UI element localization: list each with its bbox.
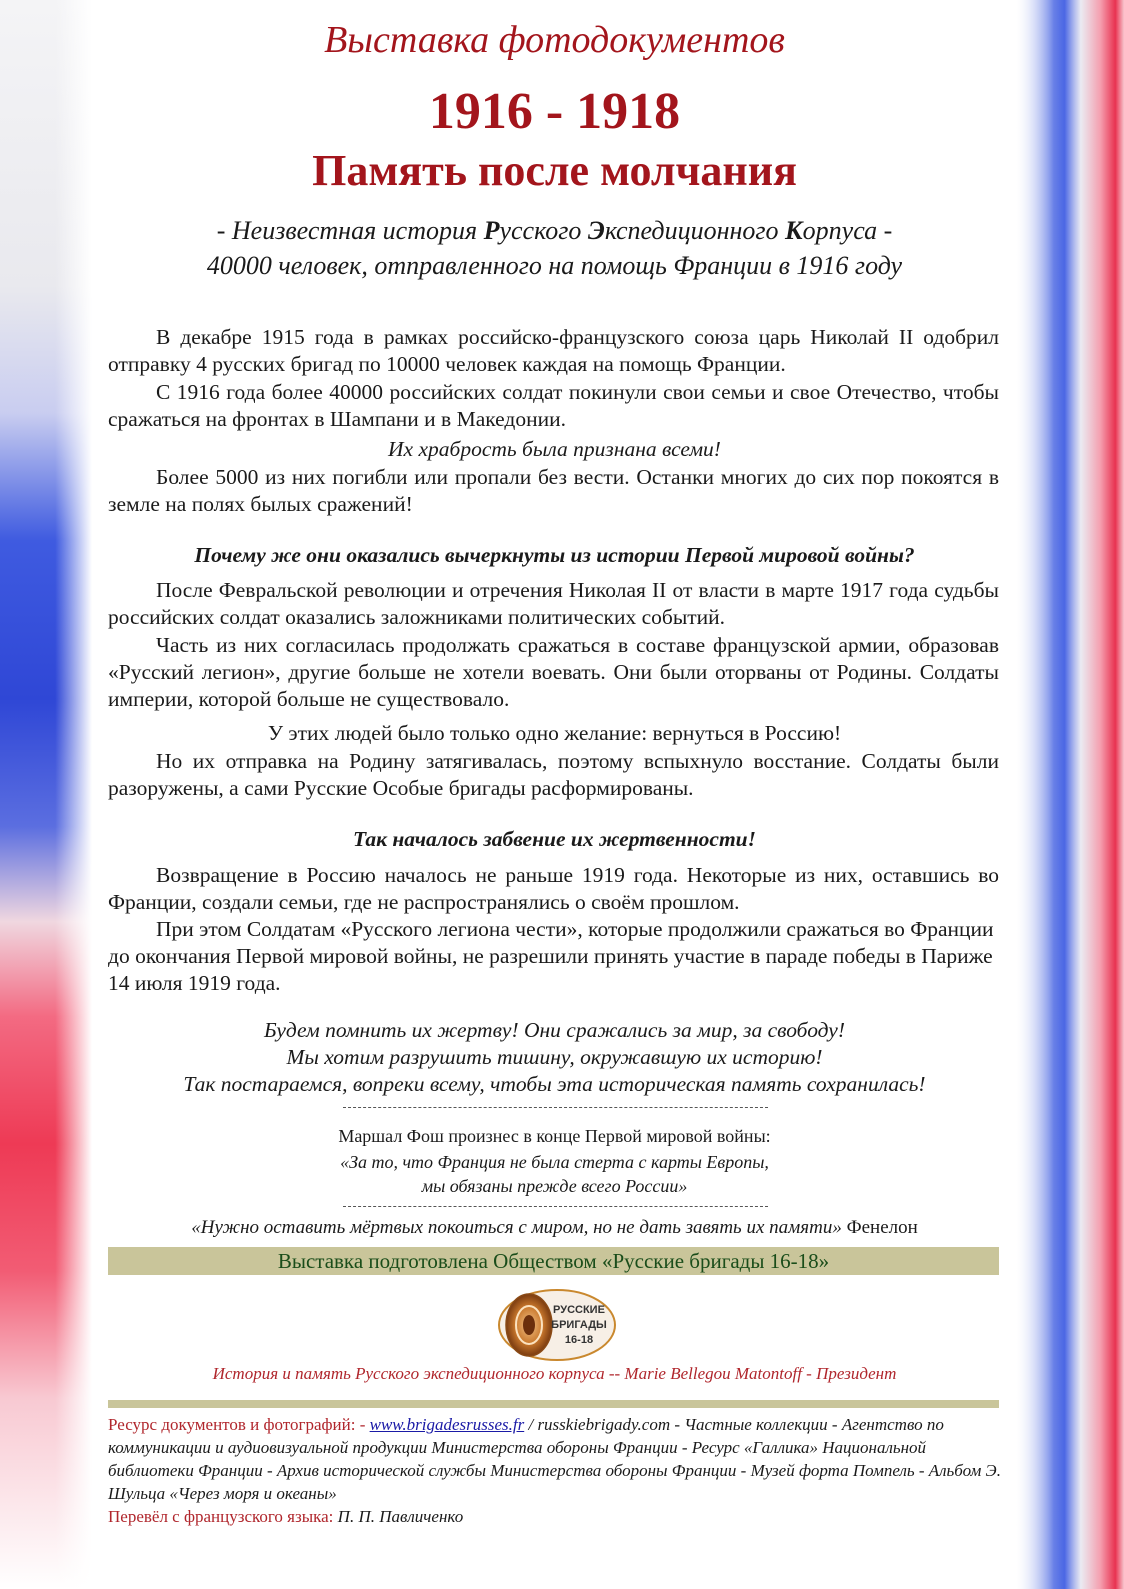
flag-decoration-right [1016, 0, 1124, 1589]
organizer-footer: История и память Русского экспедиционного корпуса -- Marie Bellegou Matontoff - Президент [212, 1364, 897, 1383]
foch-quote-line: «За то, что Франция не была стерта с карты Европы, [340, 1152, 769, 1172]
svg-text:РУССКИЕ: РУССКИЕ [553, 1304, 605, 1316]
closing-line: Так постараемся, вопреки всему, чтобы эта историческая память сохранилась! [183, 1072, 926, 1096]
fenelon-quote: «Нужно оставить мёртвых покоиться с миром, но не дать завять их памяти» Фенелон [191, 1217, 918, 1238]
paragraph: С 1916 года более 40000 российских солдат покинули свои семьи и свое Отечество, чтобы сражаться на фронтах в Шампани и в Македонии. [108, 380, 999, 431]
organizer-banner: Выставка подготовлена Обществом «Русские бригады 16-18» [108, 1247, 999, 1275]
resources-block [108, 1413, 1001, 1528]
paragraph: Более 5000 из них погибли или пропали без вести. Останки многих до сих пор покоятся в земле на полях былых сражений! [108, 465, 999, 516]
centered-statement: У этих людей было только одно желание: вернуться в Россию! [267, 721, 842, 745]
svg-text:16-18: 16-18 [564, 1334, 594, 1346]
exhibition-title: Выставка фотодокументов [324, 19, 785, 61]
dashed-divider [343, 1206, 768, 1207]
flag-decoration-left [0, 0, 92, 1589]
section-heading: Почему же они оказались вычеркнуты из истории Первой мировой войны? [194, 543, 915, 567]
foch-intro: Маршал Фош произнес в конце Первой мировой войны: [338, 1126, 771, 1146]
resources-label: Ресурс документов и фотографий: - [108, 1415, 370, 1434]
svg-text:БРИГАДЫ: БРИГАДЫ [551, 1319, 607, 1331]
dashed-divider [343, 1107, 768, 1108]
russian-brigades-logo [497, 1288, 617, 1362]
intro-line-1: - Неизвестная история Русского Экспедиционного Корпуса - [216, 216, 893, 245]
brigadesrusses-link[interactable]: www.brigadesrusses.fr [369, 1415, 525, 1434]
section-heading: Так началось забвение их жертвенности! [352, 827, 756, 851]
translator-label: Перевёл с французского языка: [108, 1507, 334, 1526]
closing-line: Будем помнить их жертву! Они сражались за мир, за свободу! [264, 1018, 845, 1042]
foch-quote-line: мы обязаны прежде всего России» [421, 1176, 688, 1196]
paragraph: Возвращение в Россию началось не раньше 1919 года. Некоторые из них, оставшись во Франции, создали семьи, где не распространялись о своём прошлом. [108, 863, 999, 914]
paragraph: В декабре 1915 года в рамках российско-французского союза царь Николай II одобрил отправку 4 русских бригад по 10000 человек каждая на помощь Франции. [108, 325, 999, 376]
paragraph: При этом Солдатам «Русского легиона чести», которые продолжили сражаться во Франции до окончания Первой мировой войны, не разрешили принять участие в параде победы в Париже 14 июля 1919 года. [108, 917, 994, 995]
intro-line-2: 40000 человек, отправленного на помощь Франции в 1916 году [206, 251, 903, 280]
paragraph: Часть из них согласилась продолжать сражаться в составе французской армии, образовав «Русский легион», другие больше не хотели воевать. Они были оторваны от Родины. Солдаты империи, которой больше не существовало. [108, 633, 999, 711]
translator-name: П. П. Павличенко [333, 1507, 464, 1526]
italic-statement: Их храбрость была признана всеми! [388, 437, 721, 461]
subtitle: Память после молчания [312, 146, 797, 195]
years-title: 1916 - 1918 [428, 83, 681, 140]
footer-divider-bar [108, 1400, 999, 1408]
paragraph: Но их отправка на Родину затягивалась, поэтому вспыхнуло восстание. Солдаты были разоружены, а сами Русские Особые бригады расформированы. [108, 749, 999, 800]
closing-line: Мы хотим разрушить тишину, окружавшую их историю! [286, 1045, 823, 1069]
resources-text: / russkiebrigady.com - Частные коллекции - Агентство по коммуникации и аудиовизуальной продукции Министерства обороны Франции - Ресурс «Галлика» Национальной библиотеки Франции - Архив исторической службы Министерства обороны Франции - Музей форта Помпель - Альбом Э. Шульца «Через моря и океаны» [108, 1415, 1001, 1503]
paragraph: После Февральской революции и отречения Николая II от власти в марте 1917 года судьбы российских солдат оказались заложниками политических событий. [108, 578, 999, 629]
